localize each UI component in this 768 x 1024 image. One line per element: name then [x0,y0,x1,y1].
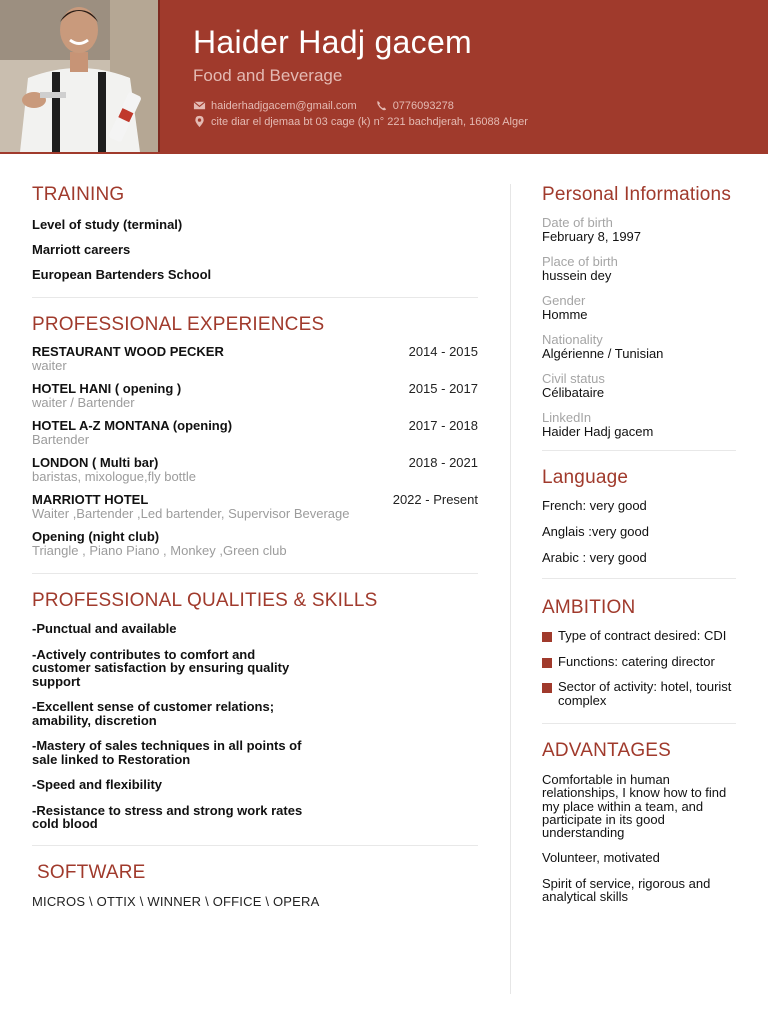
experience-employer: HOTEL HANI ( opening ) [32,381,182,396]
language-heading: Language [542,467,629,488]
skill-item: -Actively contributes to comfort and customer satisfaction by ensuring quality support [32,646,290,689]
personal-info-value: Algérienne / Tunisian [542,346,664,361]
software-heading: SOFTWARE [37,861,146,883]
experience-entry [32,456,478,483]
phone-number[interactable]: 0776093278 [392,99,454,112]
advantage-item: Comfortable in human relationships, I know how to find my place within a team, and participate in its good understanding [542,772,727,841]
training-item: Marriott careers [32,242,131,257]
skill-item: -Mastery of sales techniques in all points of sale linked to Restoration [32,738,302,767]
experience-role: baristas, mixologue,fly bottle [32,469,197,484]
training-item: European Bartenders School [32,267,212,282]
personal-info-value: Homme [542,307,588,322]
personal-info-label: Civil status [542,371,605,386]
personal-info-item [542,255,736,283]
square-bullet-icon [542,683,552,693]
advantage-item: Volunteer, motivated [542,850,660,866]
candidate-name: Haider Hadj gacem [193,24,473,60]
experience-employer: RESTAURANT WOOD PECKER [32,344,224,359]
experience-dates: 2017 - 2018 [408,418,478,433]
experience-entry [32,419,478,446]
main-column [32,184,478,909]
skills-heading: PROFESSIONAL QUALITIES & SKILLS [32,590,378,611]
advantage-item: Spirit of service, rigorous and analytical skills [542,875,711,905]
experience-role: Bartender [32,432,90,447]
contact-line-1 [193,99,454,112]
experience-role: waiter / Bartender [32,395,135,410]
personal-info-item [542,216,736,244]
square-bullet-icon [542,658,552,668]
experience-employer: MARRIOTT HOTEL [32,492,149,507]
skill-item: -Resistance to stress and strong work rates cold blood [32,802,303,831]
training-heading: TRAINING [32,184,125,205]
ambition-text: Type of contract desired: CDI [558,628,727,643]
experience-entry [32,345,478,372]
ambition-item [542,629,736,643]
ambition-text: Sector of activity: hotel, tourist complex [558,679,732,708]
experience-dates: 2014 - 2015 [408,344,478,359]
personal-info-label: Place of birth [542,254,618,269]
experience-dates: 2018 - 2021 [408,455,478,470]
square-bullet-icon [542,632,552,642]
mail-icon [193,99,206,112]
personal-info-value: February 8, 1997 [542,229,642,244]
ambition-heading: AMBITION [542,597,636,618]
column-divider [510,184,511,994]
language-item: French: very good [542,498,647,513]
personal-info-value: Célibataire [542,385,605,400]
software-list: MICROS \ OTTIX \ WINNER \ OFFICE \ OPERA [32,893,320,909]
experience-employer: Opening (night club) [32,529,160,544]
advantages-heading: ADVANTAGES [542,740,672,761]
phone-icon [375,99,388,112]
experience-dates: 2015 - 2017 [408,381,478,396]
personal-info-label: Gender [542,293,586,308]
skill-item: -Speed and flexibility [32,777,163,792]
home-address: cite diar el djemaa bt 03 cage (k) n° 221 bachdjerah, 16088 Alger [211,115,528,128]
experience-dates: 2022 - Present [392,492,478,507]
language-item: Anglais :very good [542,524,649,539]
candidate-job-title: Food and Beverage [193,66,343,85]
location-icon [193,115,206,128]
experience-role: waiter [32,358,67,373]
linkedin-value[interactable]: Haider Hadj gacem [542,424,654,439]
skill-item: -Punctual and available [32,621,177,636]
personal-info-value: hussein dey [542,268,612,283]
email-address[interactable]: haiderhadjgacem@gmail.com [211,99,357,112]
profile-photo-illustration [0,0,158,152]
ambition-text: Functions: catering director [558,653,715,669]
ambition-item [542,680,736,707]
experience-entry [32,530,478,557]
sidebar-column [542,184,736,915]
experiences-heading: PROFESSIONAL EXPERIENCES [32,314,325,335]
profile-photo [0,0,160,152]
experience-entry [32,493,478,520]
personal-info-label: Date of birth [542,215,613,230]
personal-info-label: LinkedIn [542,410,592,425]
experience-employer: HOTEL A-Z MONTANA (opening) [32,418,233,433]
header-banner [0,0,768,154]
language-item: Arabic : very good [542,550,647,565]
experience-entry [32,382,478,409]
experience-role: Triangle , Piano Piano , Monkey ,Green club [32,543,287,558]
personal-info-item [542,333,736,361]
experience-employer: LONDON ( Multi bar) [32,455,159,470]
experience-role: Waiter ,Bartender ,Led bartender, Supervisor Beverage [32,506,350,521]
personal-info-label: Nationality [542,332,603,347]
skill-item: -Excellent sense of customer relations; amability, discretion [32,699,275,728]
personal-info-item [542,372,736,400]
personal-info-heading: Personal Informations [542,184,732,205]
training-item: Level of study (terminal) [32,217,183,232]
personal-info-item [542,294,736,322]
contact-line-2 [193,115,528,128]
personal-info-item [542,411,736,439]
ambition-item [542,655,736,669]
